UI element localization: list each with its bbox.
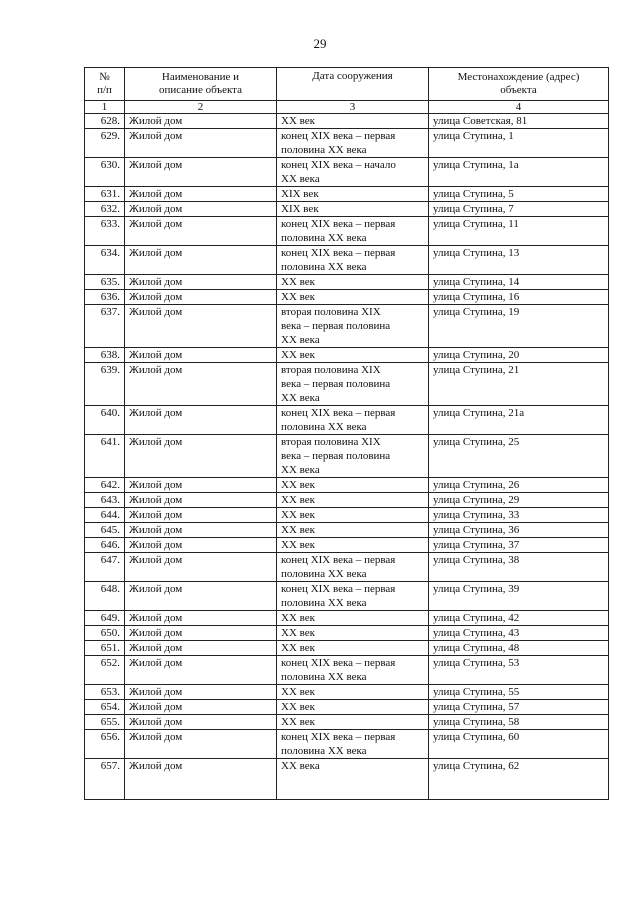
table-row (85, 493, 609, 508)
table-row (85, 363, 609, 406)
cell-number: 638. (85, 348, 125, 363)
cell-address: улица Ступина, 7 (429, 202, 609, 217)
cell-name: Жилой дом (125, 538, 277, 553)
cell-date (277, 305, 429, 348)
cell-date (277, 611, 429, 626)
cell-number: 632. (85, 202, 125, 217)
table-row (85, 582, 609, 611)
index-col-1: 1 (85, 101, 125, 114)
table-row (85, 641, 609, 656)
cell-date (277, 685, 429, 700)
table-row (85, 305, 609, 348)
cell-name: Жилой дом (125, 217, 277, 246)
cell-date-line: конец XIX века – первая (281, 583, 396, 595)
cell-date (277, 759, 429, 800)
cell-name: Жилой дом (125, 715, 277, 730)
cell-date-line: века – первая половина (281, 378, 391, 390)
table-row (85, 759, 609, 800)
cell-address: улица Ступина, 38 (429, 553, 609, 582)
cell-name: Жилой дом (125, 582, 277, 611)
table-row (85, 348, 609, 363)
cell-name: Жилой дом (125, 290, 277, 305)
cell-date (277, 626, 429, 641)
cell-number: 652. (85, 656, 125, 685)
cell-date (277, 715, 429, 730)
cell-date (277, 290, 429, 305)
cell-address: улица Ступина, 29 (429, 493, 609, 508)
table-row (85, 202, 609, 217)
index-col-2: 2 (125, 101, 277, 114)
cell-date-line: половина XX века (281, 568, 367, 580)
cell-date (277, 553, 429, 582)
table-row (85, 611, 609, 626)
cell-number: 629. (85, 129, 125, 158)
cell-address: улица Ступина, 48 (429, 641, 609, 656)
cell-name: Жилой дом (125, 363, 277, 406)
table-header (85, 68, 609, 114)
header-number-line1: № (99, 71, 110, 83)
table-row (85, 290, 609, 305)
table-row (85, 246, 609, 275)
header-address-line1: Местонахождение (адрес) (457, 71, 580, 83)
cell-number: 653. (85, 685, 125, 700)
header-name-line1: Наименование и (161, 71, 240, 83)
cell-date-line: половина XX века (281, 671, 367, 683)
cell-date (277, 493, 429, 508)
cell-number: 628. (85, 114, 125, 129)
cell-date-line: конец XIX века – начало (281, 159, 396, 171)
index-col-3: 3 (277, 101, 429, 114)
cell-date (277, 129, 429, 158)
cell-name: Жилой дом (125, 202, 277, 217)
cell-date (277, 508, 429, 523)
cell-date (277, 656, 429, 685)
cell-address: улица Ступина, 60 (429, 730, 609, 759)
cell-name: Жилой дом (125, 508, 277, 523)
cell-address: улица Ступина, 13 (429, 246, 609, 275)
cell-address: улица Ступина, 21а (429, 406, 609, 435)
cell-address: улица Ступина, 58 (429, 715, 609, 730)
cell-date (277, 275, 429, 290)
cell-date (277, 363, 429, 406)
header-address (429, 68, 609, 101)
cell-date-line: половина XX века (281, 261, 367, 273)
cell-date-line: XX века (281, 334, 320, 346)
table-row (85, 700, 609, 715)
cell-date-line: вторая половина XIX (281, 436, 381, 448)
cell-date (277, 348, 429, 363)
table-row (85, 114, 609, 129)
cell-date-line: конец XIX века – первая (281, 130, 396, 142)
cell-name: Жилой дом (125, 611, 277, 626)
cell-date-line: XX век (281, 539, 315, 551)
cell-number: 655. (85, 715, 125, 730)
page-number: 29 (313, 36, 327, 51)
table-row (85, 406, 609, 435)
table-row (85, 187, 609, 202)
cell-address: улица Ступина, 21 (429, 363, 609, 406)
cell-address: улица Ступина, 1а (429, 158, 609, 187)
cell-date-line: XX век (281, 686, 315, 698)
cell-address: улица Ступина, 19 (429, 305, 609, 348)
cell-name: Жилой дом (125, 685, 277, 700)
cell-date (277, 114, 429, 129)
cell-date-line: XX век (281, 716, 315, 728)
cell-date-line: XIX век (281, 188, 319, 200)
cell-number: 640. (85, 406, 125, 435)
cell-date (277, 730, 429, 759)
cell-date-line: XX век (281, 349, 315, 361)
cell-address: улица Ступина, 14 (429, 275, 609, 290)
cell-date (277, 538, 429, 553)
cell-number: 636. (85, 290, 125, 305)
cell-name: Жилой дом (125, 348, 277, 363)
cell-address: улица Ступина, 11 (429, 217, 609, 246)
cell-date-line: XX век (281, 291, 315, 303)
cell-number: 633. (85, 217, 125, 246)
header-name (125, 68, 277, 101)
cell-date (277, 641, 429, 656)
table-row (85, 538, 609, 553)
cell-date-line: конец XIX века – первая (281, 407, 396, 419)
cell-name: Жилой дом (125, 275, 277, 290)
cell-address: улица Ступина, 16 (429, 290, 609, 305)
cell-number: 651. (85, 641, 125, 656)
table-row (85, 553, 609, 582)
cell-date-line: половина XX века (281, 232, 367, 244)
cell-date-line: половина XX века (281, 745, 367, 757)
cell-number: 645. (85, 523, 125, 538)
cell-name: Жилой дом (125, 246, 277, 275)
table-row (85, 656, 609, 685)
header-name-line2: описание объекта (159, 84, 242, 96)
cell-date-line: XX век (281, 612, 315, 624)
cell-date (277, 582, 429, 611)
cell-name: Жилой дом (125, 523, 277, 538)
cell-number: 649. (85, 611, 125, 626)
cell-number: 641. (85, 435, 125, 478)
table-row (85, 478, 609, 493)
table-row (85, 508, 609, 523)
cell-date-line: XX век (281, 276, 315, 288)
cell-date-line: конец XIX века – первая (281, 554, 396, 566)
cell-number: 639. (85, 363, 125, 406)
cell-date-line: XX века (281, 464, 320, 476)
cell-name: Жилой дом (125, 641, 277, 656)
table-row (85, 158, 609, 187)
cell-number: 647. (85, 553, 125, 582)
cell-address: улица Ступина, 33 (429, 508, 609, 523)
cell-address: улица Ступина, 37 (429, 538, 609, 553)
cell-address: улица Ступина, 62 (429, 759, 609, 800)
cell-address: улица Ступина, 1 (429, 129, 609, 158)
cell-date (277, 187, 429, 202)
cell-date-line: половина XX века (281, 421, 367, 433)
cell-date-line: XX век (281, 479, 315, 491)
cell-name: Жилой дом (125, 305, 277, 348)
cell-date (277, 478, 429, 493)
cell-date-line: XX века (281, 760, 320, 772)
cell-number: 650. (85, 626, 125, 641)
cell-date-line: века – первая половина (281, 320, 391, 332)
cell-number: 644. (85, 508, 125, 523)
cell-name: Жилой дом (125, 730, 277, 759)
cell-address: улица Ступина, 42 (429, 611, 609, 626)
cell-number: 642. (85, 478, 125, 493)
table-row (85, 626, 609, 641)
cell-address: улица Ступина, 25 (429, 435, 609, 478)
header-number-line2: п/п (97, 84, 112, 96)
cell-number: 634. (85, 246, 125, 275)
cell-name: Жилой дом (125, 114, 277, 129)
cell-number: 643. (85, 493, 125, 508)
cell-name: Жилой дом (125, 700, 277, 715)
cell-number: 654. (85, 700, 125, 715)
table-row (85, 730, 609, 759)
cell-name: Жилой дом (125, 187, 277, 202)
table-row (85, 275, 609, 290)
header-date: Дата сооружения (277, 68, 429, 101)
cell-name: Жилой дом (125, 759, 277, 800)
table-row (85, 523, 609, 538)
index-col-4: 4 (429, 101, 609, 114)
heritage-registry-table (84, 67, 609, 800)
cell-number: 630. (85, 158, 125, 187)
cell-name: Жилой дом (125, 435, 277, 478)
cell-name: Жилой дом (125, 553, 277, 582)
cell-date-line: вторая половина XIX (281, 306, 381, 318)
cell-date (277, 217, 429, 246)
cell-date-line: конец XIX века – первая (281, 218, 396, 230)
cell-date-line: XX век (281, 494, 315, 506)
cell-date (277, 523, 429, 538)
table-row (85, 715, 609, 730)
cell-date-line: конец XIX века – первая (281, 731, 396, 743)
table-row (85, 217, 609, 246)
cell-date-line: века – первая половина (281, 450, 391, 462)
table-row (85, 435, 609, 478)
cell-date-line: XX века (281, 173, 320, 185)
cell-address: улица Ступина, 26 (429, 478, 609, 493)
cell-name: Жилой дом (125, 158, 277, 187)
cell-address: улица Ступина, 20 (429, 348, 609, 363)
cell-name: Жилой дом (125, 493, 277, 508)
cell-date-line: XX век (281, 524, 315, 536)
cell-name: Жилой дом (125, 129, 277, 158)
cell-date-line: половина XX века (281, 597, 367, 609)
cell-date (277, 406, 429, 435)
cell-date-line: XX века (281, 392, 320, 404)
cell-number: 635. (85, 275, 125, 290)
cell-address: улица Советская, 81 (429, 114, 609, 129)
cell-date (277, 246, 429, 275)
cell-date-line: XX век (281, 115, 315, 127)
cell-date-line: конец XIX века – первая (281, 657, 396, 669)
cell-date-line: вторая половина XIX (281, 364, 381, 376)
header-address-line2: объекта (500, 84, 537, 96)
cell-address: улица Ступина, 39 (429, 582, 609, 611)
cell-number: 631. (85, 187, 125, 202)
cell-number: 657. (85, 759, 125, 800)
cell-address: улица Ступина, 36 (429, 523, 609, 538)
cell-address: улица Ступина, 53 (429, 656, 609, 685)
cell-name: Жилой дом (125, 656, 277, 685)
cell-date-line: XX век (281, 701, 315, 713)
cell-date (277, 700, 429, 715)
cell-date (277, 158, 429, 187)
cell-address: улица Ступина, 5 (429, 187, 609, 202)
cell-address: улица Ступина, 57 (429, 700, 609, 715)
header-number (85, 68, 125, 101)
cell-number: 646. (85, 538, 125, 553)
cell-date-line: XX век (281, 509, 315, 521)
cell-address: улица Ступина, 43 (429, 626, 609, 641)
cell-address: улица Ступина, 55 (429, 685, 609, 700)
cell-date-line: конец XIX века – первая (281, 247, 396, 259)
cell-date-line: XIX век (281, 203, 319, 215)
cell-name: Жилой дом (125, 626, 277, 641)
table-body (85, 114, 609, 800)
cell-date (277, 435, 429, 478)
cell-number: 648. (85, 582, 125, 611)
cell-number: 656. (85, 730, 125, 759)
cell-number: 637. (85, 305, 125, 348)
cell-date-line: половина XX века (281, 144, 367, 156)
table-row (85, 685, 609, 700)
cell-date-line: XX век (281, 642, 315, 654)
cell-date (277, 202, 429, 217)
table-row (85, 129, 609, 158)
cell-name: Жилой дом (125, 478, 277, 493)
cell-name: Жилой дом (125, 406, 277, 435)
cell-date-line: XX век (281, 627, 315, 639)
